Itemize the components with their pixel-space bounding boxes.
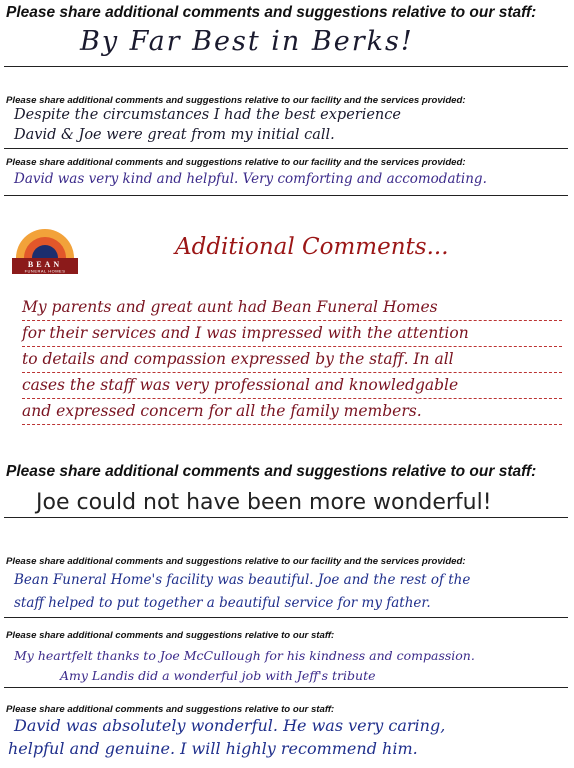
dashed-line — [22, 320, 562, 321]
divider — [4, 148, 568, 149]
staff-prompt-2: Please share additional comments and suggestions relative to our staff: — [6, 463, 537, 480]
dashed-line — [22, 424, 562, 425]
staff-prompt-3: Please share additional comments and suggestions relative to our staff: — [6, 630, 335, 641]
response-4: Joe could not have been more wonderful! — [36, 490, 492, 515]
divider — [4, 195, 568, 196]
response-6-line-2: Amy Landis did a wonderful job with Jeff's tribute — [60, 668, 376, 683]
response-7-line-2: helpful and genuine. I will highly recommend him. — [8, 739, 418, 758]
staff-prompt-4: Please share additional comments and suggestions relative to our staff: — [6, 704, 335, 715]
divider — [4, 66, 568, 67]
response-3: David was very kind and helpful. Very comforting and accomodating. — [14, 171, 487, 187]
divider — [4, 687, 568, 688]
dashed-line — [22, 372, 562, 373]
divider — [4, 517, 568, 518]
response-5-line-2: staff helped to put together a beautiful service for my father. — [14, 595, 431, 611]
divider — [4, 617, 568, 618]
additional-line-3: to details and compassion expressed by the staff. In all — [22, 350, 454, 368]
additional-line-2: for their services and I was impressed with the attention — [22, 324, 469, 342]
logo-subtext: FUNERAL HOMES — [24, 268, 66, 274]
facility-prompt-1: Please share additional comments and suggestions relative to our facility and the services provided: — [6, 95, 466, 106]
response-5-line-1: Bean Funeral Home's facility was beautiful. Joe and the rest of the — [14, 572, 471, 588]
response-6-line-1: My heartfelt thanks to Joe McCullough for his kindness and compassion. — [14, 648, 475, 663]
additional-line-1: My parents and great aunt had Bean Funeral Homes — [22, 298, 438, 316]
dashed-line — [22, 346, 562, 347]
facility-prompt-2: Please share additional comments and suggestions relative to our facility and the services provided: — [6, 157, 466, 168]
response-2-line-2: David & Joe were great from my initial call. — [14, 127, 335, 143]
response-1: By Far Best in Berks! — [80, 26, 414, 57]
bean-funeral-homes-logo — [12, 228, 78, 274]
response-7-line-1: David was absolutely wonderful. He was very caring, — [14, 716, 446, 735]
logo-text: BEAN — [27, 260, 63, 269]
additional-comments-title: Additional Comments... — [175, 234, 449, 260]
additional-line-5: and expressed concern for all the family members. — [22, 402, 422, 420]
staff-prompt-1: Please share additional comments and suggestions relative to our staff: — [6, 4, 537, 21]
response-2-line-1: Despite the circumstances I had the best experience — [14, 107, 401, 123]
facility-prompt-3: Please share additional comments and suggestions relative to our facility and the services provided: — [6, 556, 466, 567]
dashed-line — [22, 398, 562, 399]
additional-line-4: cases the staff was very professional and knowledgable — [22, 376, 459, 394]
